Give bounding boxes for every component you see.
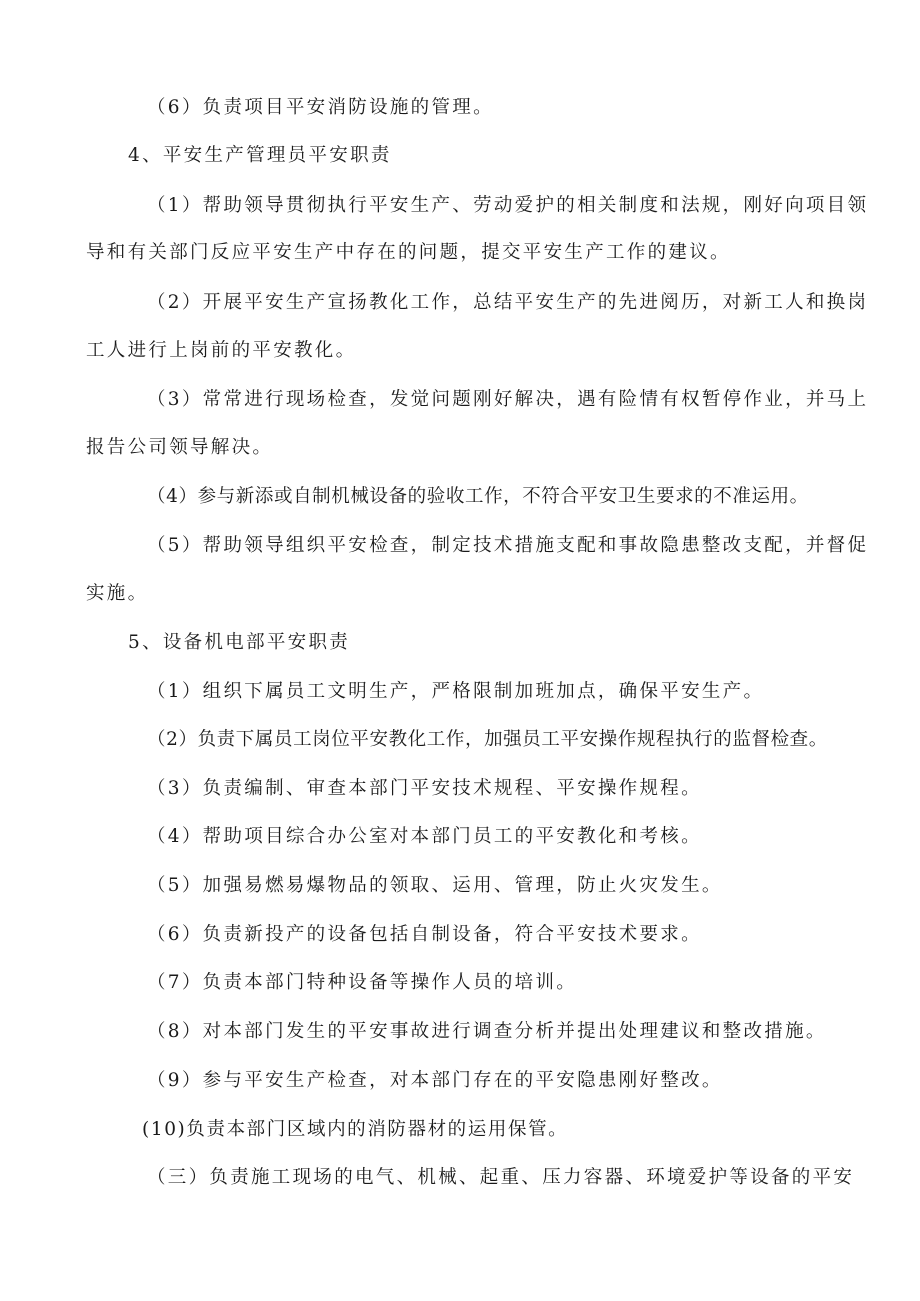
text-line: （7）负责本部门特种设备等操作人员的培训。 [147, 972, 578, 993]
text-line: （4）参与新添或自制机械设备的验收工作，不符合平安卫生要求的不准运用。 [147, 486, 809, 507]
text-line: （4）帮助项目综合办公室对本部门员工的平安教化和考核。 [147, 826, 702, 847]
section-heading: 4、平安生产管理员平安职责 [128, 145, 392, 166]
text-line: (10)负责本部门区域内的消防器材的运用保管。 [142, 1119, 569, 1140]
text-line: （3）负责编制、审查本部门平安技术规程、平安操作规程。 [147, 778, 702, 799]
text-line: （1）帮助领导贯彻执行平安生产、劳动爱护的相关制度和法规，刚好向项目领 [147, 195, 869, 216]
text-line: 报告公司领导解决。 [86, 437, 274, 458]
text-line: （5）帮助领导组织平安检查，制定技术措施支配和事故隐患整改支配，并督促 [147, 535, 869, 556]
text-line: 导和有关部门反应平安生产中存在的问题，提交平安生产工作的建议。 [86, 242, 731, 263]
text-line: 工人进行上岗前的平安教化。 [86, 340, 357, 361]
text-line: （6）负责新投产的设备包括自制设备，符合平安技术要求。 [147, 924, 702, 945]
text-line: （8）对本部门发生的平安事故进行调查分析并提出处理建议和整改措施。 [147, 1021, 827, 1042]
text-line: （9）参与平安生产检查，对本部门存在的平安隐患刚好整改。 [147, 1070, 723, 1091]
text-line: （6）负责项目平安消防设施的管理。 [147, 97, 494, 118]
text-line: （2）负责下属员工岗位平安教化工作，加强员工平安操作规程执行的监督检查。 [147, 729, 828, 750]
text-line: （5）加强易燃易爆物品的领取、运用、管理，防止火灾发生。 [147, 875, 723, 896]
text-line: 实施。 [86, 583, 149, 604]
text-line: （三）负责施工现场的电气、机械、起重、压力容器、环境爱护等设备的平安 [147, 1167, 855, 1188]
text-line: （3）常常进行现场检查，发觉问题刚好解决，遇有险情有权暂停作业，并马上 [147, 389, 869, 410]
text-line: （2）开展平安生产宣扬教化工作，总结平安生产的先进阅历，对新工人和换岗 [147, 292, 869, 313]
text-line: （1）组织下属员工文明生产，严格限制加班加点，确保平安生产。 [147, 681, 765, 702]
section-heading: 5、设备机电部平安职责 [128, 632, 351, 653]
